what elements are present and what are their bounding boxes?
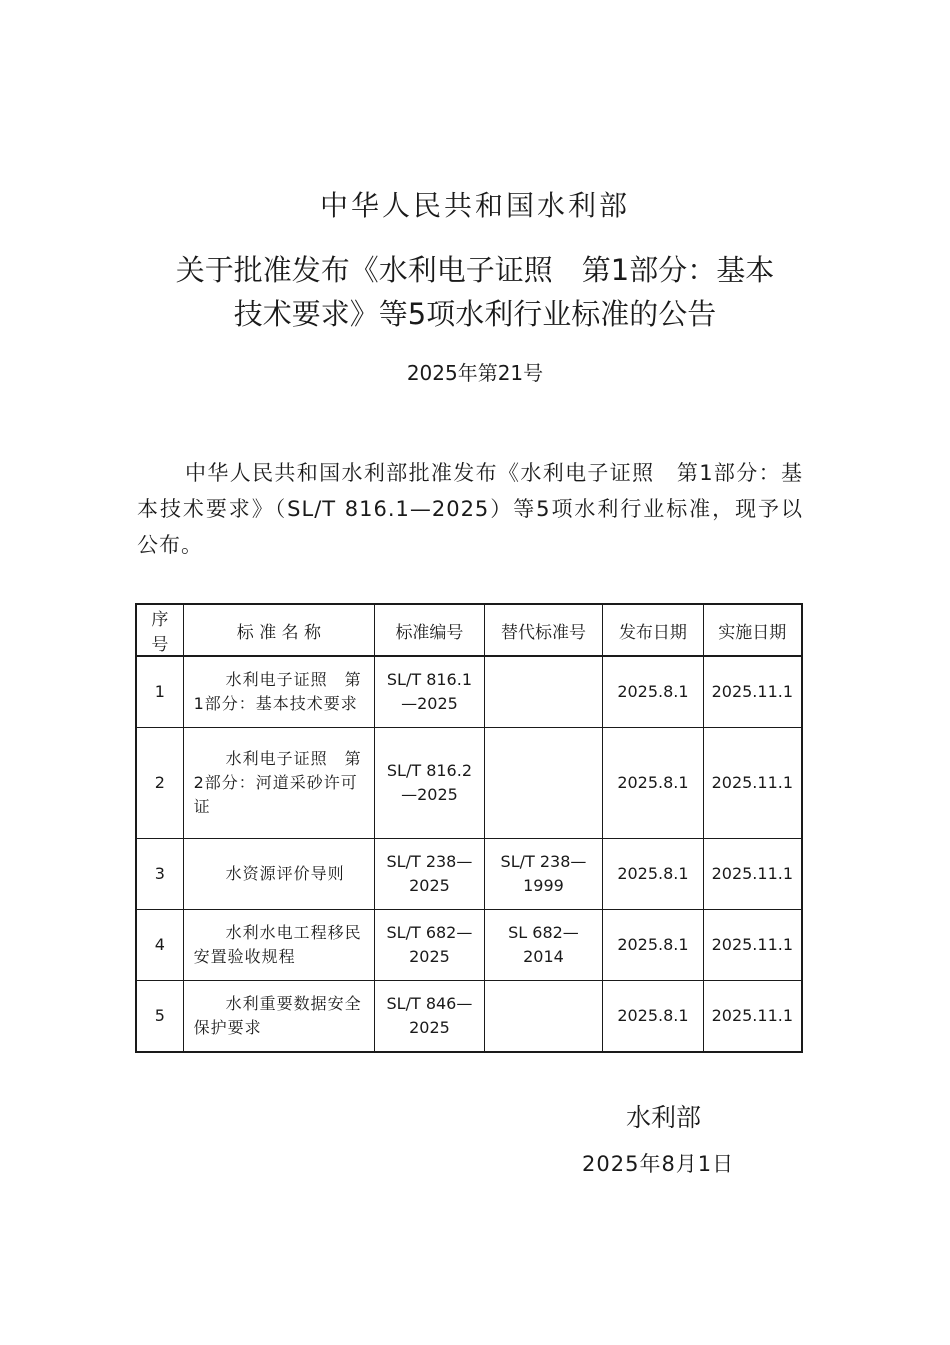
cell-name: 水利重要数据安全保护要求: [183, 981, 375, 1053]
cell-replaces: SL 682—2014: [484, 910, 603, 981]
table-row: [136, 981, 802, 1053]
cell-no: 2: [136, 728, 183, 839]
cell-effective: 2025.11.1: [703, 910, 802, 981]
cell-name: 水利电子证照 第2部分：河道采砂许可证: [183, 728, 375, 839]
cell-replaces: [484, 728, 603, 839]
cell-code: SL/T 238—2025: [375, 839, 484, 910]
issue-date: 2025年8月1日: [582, 1152, 735, 1176]
cell-replaces: SL/T 238—1999: [484, 839, 603, 910]
cell-name: 水利电子证照 第1部分：基本技术要求: [183, 656, 375, 728]
standards-table: [135, 603, 803, 1053]
cell-code: SL/T 816.1—2025: [375, 656, 484, 728]
header-replaces: 替代标准号: [484, 604, 603, 656]
issuer-signature: 水利部: [626, 1103, 702, 1132]
cell-no: 1: [136, 656, 183, 728]
cell-code: SL/T 682—2025: [375, 910, 484, 981]
cell-name: 水利水电工程移民安置验收规程: [183, 910, 375, 981]
cell-published: 2025.8.1: [603, 728, 703, 839]
cell-published: 2025.8.1: [603, 839, 703, 910]
cell-no: 4: [136, 910, 183, 981]
cell-no: 3: [136, 839, 183, 910]
cell-replaces: [484, 656, 603, 728]
title-line-1: 关于批准发布《水利电子证照 第1部分：基本: [175, 253, 775, 287]
cell-effective: 2025.11.1: [703, 839, 802, 910]
cell-published: 2025.8.1: [603, 656, 703, 728]
document-number: 2025年第21号: [406, 361, 544, 385]
announcement-body: 中华人民共和国水利部批准发布《水利电子证照 第1部分：基本技术要求》（SL/T 816.1—2025）等5项水利行业标准，现予以公布。: [137, 461, 803, 557]
header-name: 标 准 名 称: [183, 604, 375, 656]
ministry-name: 中华人民共和国水利部: [319, 189, 630, 222]
table-row: [136, 910, 802, 981]
header-effective: 实施日期: [703, 604, 802, 656]
title-line-2: 技术要求》等5项水利行业标准的公告: [233, 297, 717, 331]
cell-effective: 2025.11.1: [703, 981, 802, 1053]
table-header-row: [136, 604, 802, 656]
cell-published: 2025.8.1: [603, 910, 703, 981]
cell-effective: 2025.11.1: [703, 656, 802, 728]
table-row: [136, 656, 802, 728]
cell-name: 水资源评价导则: [183, 839, 375, 910]
header-code: 标准编号: [375, 604, 484, 656]
cell-code: SL/T 816.2—2025: [375, 728, 484, 839]
table-row: [136, 728, 802, 839]
cell-no: 5: [136, 981, 183, 1053]
cell-published: 2025.8.1: [603, 981, 703, 1053]
table-row: [136, 839, 802, 910]
cell-replaces: [484, 981, 603, 1053]
cell-code: SL/T 846—2025: [375, 981, 484, 1053]
cell-effective: 2025.11.1: [703, 728, 802, 839]
header-published: 发布日期: [603, 604, 703, 656]
header-no: 序号: [136, 604, 183, 656]
announcement-title: [120, 248, 830, 336]
